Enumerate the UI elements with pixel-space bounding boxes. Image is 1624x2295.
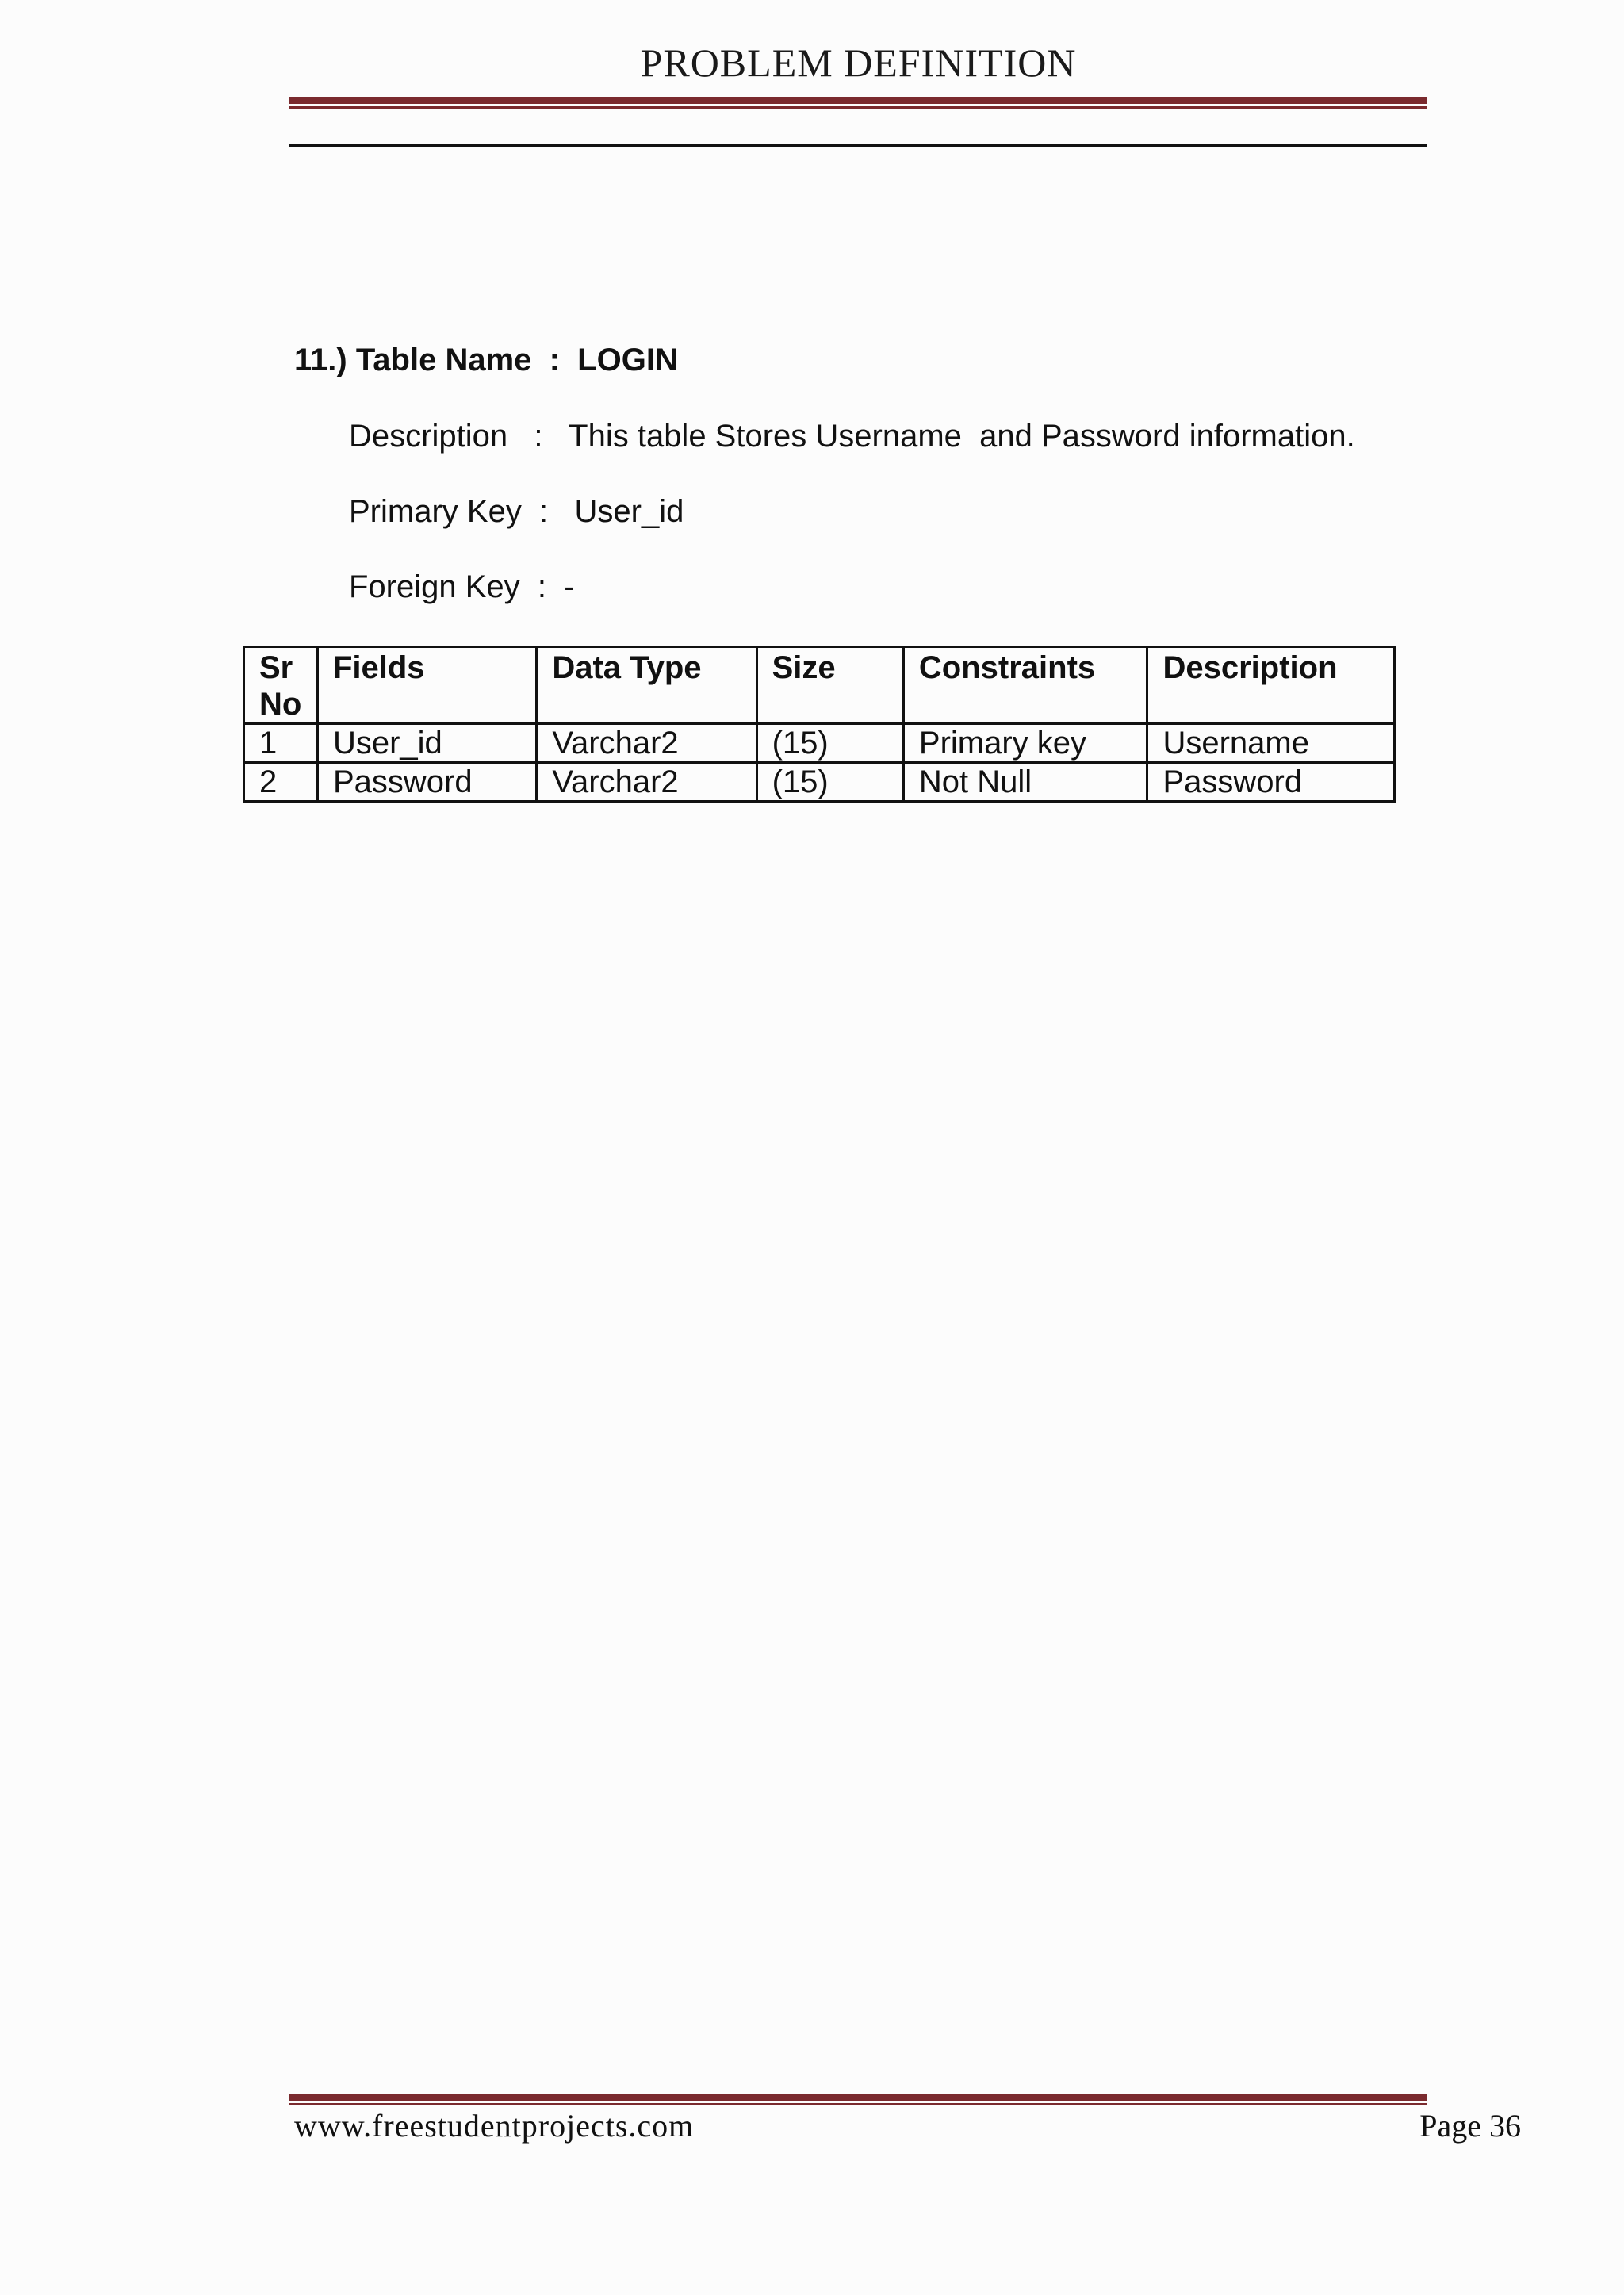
cell-sr-no: 1 [244, 724, 318, 763]
cell-description: Password [1147, 763, 1395, 802]
primary-key-line: Primary Key : User_id [349, 494, 684, 529]
table-name-heading: 11.) Table Name : LOGIN [294, 343, 678, 377]
column-header-data-type: Data Type [537, 647, 756, 724]
column-header-constraints: Constraints [903, 647, 1147, 724]
column-header-fields: Fields [317, 647, 536, 724]
column-header-size: Size [756, 647, 903, 724]
cell-description: Username [1147, 724, 1395, 763]
cell-sr-no: 2 [244, 763, 318, 802]
column-header-sr-no-label: Sr No [259, 650, 302, 722]
table-row [244, 724, 1395, 763]
header-rule-black [289, 144, 1427, 147]
cell-field: Password [317, 763, 536, 802]
description-line: Description : This table Stores Username and Password information. [349, 419, 1355, 454]
column-header-sr-no [244, 647, 318, 724]
cell-constraint: Not Null [903, 763, 1147, 802]
cell-data-type: Varchar2 [537, 724, 756, 763]
footer-website-link[interactable]: www.freestudentprojects.com [294, 2108, 695, 2144]
header-rule-thick [289, 97, 1427, 104]
header-rule-thin [289, 106, 1427, 109]
column-header-description: Description [1147, 647, 1395, 724]
cell-field: User_id [317, 724, 536, 763]
cell-size: (15) [756, 724, 903, 763]
foreign-key-line: Foreign Key : - [349, 569, 575, 604]
page-title: PROBLEM DEFINITION [640, 40, 1077, 85]
login-table [243, 646, 1396, 803]
cell-data-type: Varchar2 [537, 763, 756, 802]
page-number: Page 36 [1419, 2108, 1521, 2144]
cell-constraint: Primary key [903, 724, 1147, 763]
footer-rule-thin [289, 2103, 1427, 2105]
table-header-row [244, 647, 1395, 724]
cell-size: (15) [756, 763, 903, 802]
footer-rule-thick [289, 2094, 1427, 2101]
table-row [244, 763, 1395, 802]
